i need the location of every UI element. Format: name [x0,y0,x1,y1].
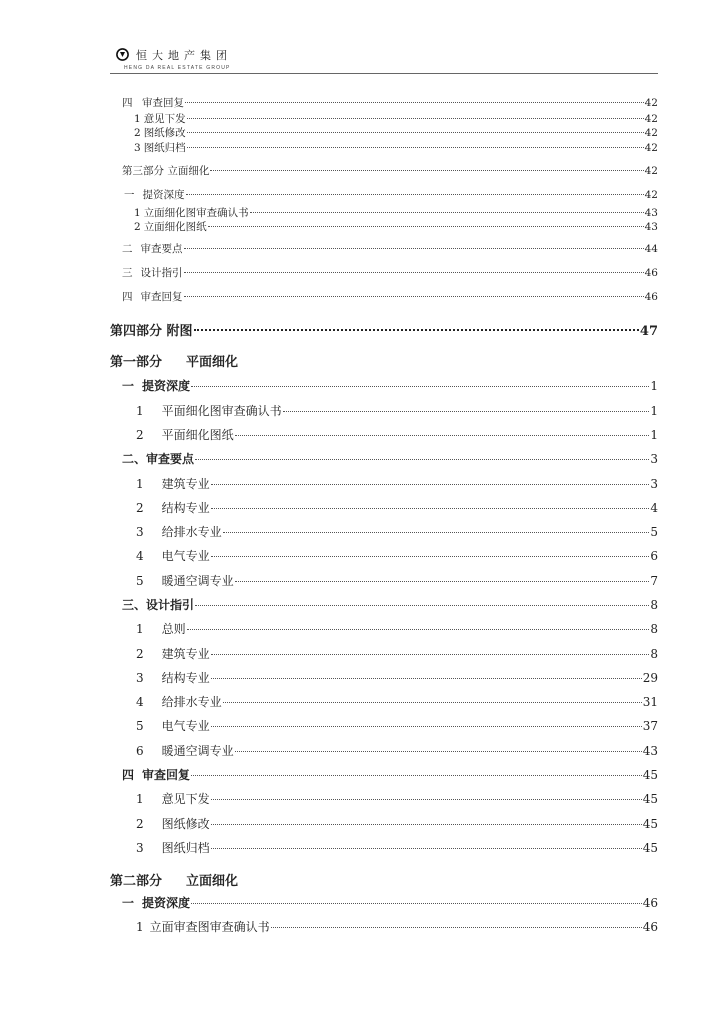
toc-entry[interactable] [110,669,658,686]
toc-entry-title: 给排水专业 [161,695,222,709]
toc-entry-page: 1 [650,404,658,418]
toc-leader [271,927,642,928]
toc-entry-number: 1 [136,792,144,806]
toc-entry[interactable] [110,450,658,467]
toc-entry-number: 二、 [122,452,147,466]
toc-entry-number: 5 [136,719,144,733]
toc-entry[interactable] [110,645,658,662]
part-heading [110,351,658,370]
toc-entry-page: 42 [644,165,658,177]
toc-leader [223,702,642,703]
toc-entry[interactable] [110,766,658,783]
toc-entry[interactable] [110,620,658,637]
toc-entry-page: 3 [650,477,658,491]
toc-entry-page: 42 [644,189,658,201]
company-name: 恒大地产集团 [136,49,232,62]
toc-entry-number: 四 [122,291,133,303]
company-name-english: HENG DA REAL ESTATE GROUP [124,65,231,71]
toc-entry-number: 三、 [122,598,147,612]
toc-leader [195,605,649,606]
toc-entry-title: 图纸修改 [161,817,210,831]
toc-entry-title: 建筑专业 [161,647,210,661]
toc-entry-number: 3 [134,142,141,154]
toc-leader [211,556,650,557]
toc-entry-number: 一 [122,896,135,910]
toc-entry[interactable] [110,426,658,443]
toc-entry-number: 2 [136,428,144,442]
toc-leader [235,751,642,752]
toc-leader [211,654,650,655]
toc-entry-number: 三 [122,267,133,279]
toc-leader [187,132,644,133]
toc-entry[interactable] [110,289,658,304]
toc-entry-page: 42 [644,127,658,139]
toc-entry-page: 3 [650,452,658,466]
toc-leader [187,118,644,119]
part-title: 第二部分 [110,874,163,889]
toc-entry-page: 8 [650,647,658,661]
toc-entry[interactable] [110,95,658,110]
toc-entry[interactable] [110,205,658,220]
toc-entry[interactable] [110,163,658,178]
toc-entry-title: 结构专业 [161,501,210,515]
toc-entry-title: 审查回复 [140,291,183,303]
toc-entry-title: 审查回复 [142,768,191,782]
toc-entry-page: 46 [642,896,658,910]
toc-entry-page: 8 [650,598,658,612]
toc-entry-title: 意见下发 [143,113,186,125]
toc-entry-title: 暖通空调专业 [161,574,234,588]
toc-entry-title: 图纸归档 [143,142,186,154]
toc-entry-title: 意见下发 [161,792,210,806]
toc-leader [191,775,642,776]
toc-entry-page: 46 [644,291,658,303]
toc-leader [184,272,644,273]
toc-entry-title: 立面细化图纸 [143,221,207,233]
toc-leader [195,459,649,460]
toc-part-title: 第四部分 附图 [110,324,193,339]
toc-entry-number: 1 [134,207,141,219]
part-subtitle: 立面细化 [186,874,239,889]
toc-entry-number: 5 [136,574,144,588]
toc-entry[interactable] [110,377,658,394]
toc-entry-title: 审查要点 [140,243,183,255]
part-subtitle: 平面细化 [186,355,239,370]
toc-entry[interactable] [110,475,658,492]
toc-entry-number: 1 [136,920,144,934]
toc-entry-title: 平面细化图纸 [161,428,234,442]
toc-leader [283,411,650,412]
toc-leader [184,296,644,297]
toc-leader [211,799,642,800]
toc-leader [211,824,642,825]
toc-entry-number: 1 [136,404,144,418]
toc-entry-page: 5 [650,525,658,539]
toc-entry[interactable] [110,693,658,710]
toc-entry-number: 一 [124,189,135,201]
toc-entry-number: 1 [136,477,144,491]
toc-entry-title: 提资深度 [142,189,185,201]
toc-leader [210,170,643,171]
toc-entry-title: 图纸修改 [143,127,186,139]
toc-entry-page: 43 [642,744,658,758]
toc-entry-number: 二 [122,243,133,255]
toc-entry-page: 46 [644,267,658,279]
toc-entry[interactable] [110,140,658,155]
toc-leader [187,629,650,630]
toc-entry[interactable] [110,523,658,540]
toc-entry-title: 设计指引 [140,267,183,279]
toc-leader [186,194,644,195]
part-title: 第一部分 [110,355,163,370]
toc-entry[interactable] [110,125,658,140]
toc-leader [211,726,642,727]
toc-entry-page: 47 [639,324,658,339]
toc-entry-title: 审查要点 [146,452,195,466]
toc-entry[interactable] [110,894,658,911]
toc-entry-title: 结构专业 [161,671,210,685]
toc-entry-number: 1 [134,113,141,125]
toc-entry[interactable] [110,572,658,589]
toc-leader [250,212,644,213]
toc-entry-title: 提资深度 [142,379,191,393]
toc-entry[interactable] [110,187,658,202]
toc-leader [211,484,650,485]
toc-entry-number: 2 [136,501,144,515]
toc-entry-page: 37 [642,719,658,733]
toc-leader [211,508,650,509]
toc-entry-page: 42 [644,97,658,109]
toc-entry-title: 提资深度 [142,896,191,910]
toc-entry-page: 1 [650,428,658,442]
toc-leader [185,102,644,103]
toc-entry-number: 6 [136,744,144,758]
toc-entry-number: 3 [136,841,144,855]
toc-leader [211,678,642,679]
toc-entry-page: 31 [642,695,658,709]
toc-entry-title: 建筑专业 [161,477,210,491]
toc-entry[interactable] [110,219,658,234]
toc-entry-page: 7 [650,574,658,588]
toc-entry-title: 电气专业 [161,549,210,563]
toc-leader [184,248,644,249]
toc-entry-page: 45 [642,841,658,855]
toc-leader [211,848,642,849]
toc-part-entry[interactable] [110,320,658,339]
toc-entry-number: 4 [136,549,144,563]
toc-entry-title: 给排水专业 [161,525,222,539]
toc-entry-page: 44 [644,243,658,255]
toc-entry-page: 1 [650,379,658,393]
toc-entry-page: 45 [642,792,658,806]
toc-entry-number: 2 [134,127,141,139]
toc-entry-title: 审查回复 [142,97,184,109]
toc-entry-title: 总则 [161,622,186,636]
toc-entry-number: 四 [122,97,133,109]
toc-entry-title: 图纸归档 [161,841,210,855]
toc-entry-title: 第三部分 立面细化 [122,165,210,177]
toc-entry-number: 四 [122,768,135,782]
toc-leader [191,903,642,904]
toc-entry[interactable] [110,742,658,759]
toc-entry[interactable] [110,790,658,807]
toc-entry[interactable] [110,815,658,832]
toc-entry-page: 43 [644,207,658,219]
toc-entry-number: 3 [136,671,144,685]
toc-leader [191,386,649,387]
toc-entry-page: 29 [642,671,658,685]
toc-entry-title: 设计指引 [146,598,195,612]
toc-entry-number: 一 [122,379,135,393]
toc-entry-number: 4 [136,695,144,709]
toc-leader [223,532,650,533]
toc-entry-title: 立面审查图审查确认书 [149,920,270,934]
toc-entry-page: 4 [650,501,658,515]
toc-entry[interactable] [110,265,658,280]
toc-entry-page: 45 [642,768,658,782]
toc-entry-title: 暖通空调专业 [161,744,234,758]
toc-entry-page: 42 [644,113,658,125]
toc-entry[interactable] [110,111,658,126]
toc-leader [187,147,644,148]
toc-entry[interactable] [110,839,658,856]
toc-entry-page: 8 [650,622,658,636]
part-heading [110,870,658,889]
toc-leader [235,435,650,436]
toc-entry[interactable] [110,499,658,516]
toc-entry[interactable] [110,717,658,734]
toc-leader [235,581,650,582]
toc-entry[interactable] [110,918,658,935]
toc-entry-page: 46 [642,920,658,934]
toc-entry[interactable] [110,596,658,613]
toc-leader [208,226,644,227]
toc-entry[interactable] [110,402,658,419]
toc-entry-page: 43 [644,221,658,233]
toc-entry-number: 3 [136,525,144,539]
toc-entry-title: 立面细化图审查确认书 [143,207,249,219]
toc-entry-title: 电气专业 [161,719,210,733]
toc-entry-number: 1 [136,622,144,636]
toc-entry-page: 6 [650,549,658,563]
toc-entry-page: 42 [644,142,658,154]
toc-entry-title: 平面细化图审查确认书 [161,404,282,418]
toc-entry[interactable] [110,241,658,256]
toc-leader [194,329,639,331]
toc-entry-number: 2 [134,221,141,233]
toc-entry[interactable] [110,547,658,564]
toc-entry-number: 2 [136,817,144,831]
toc-entry-number: 2 [136,647,144,661]
toc-entry-page: 45 [642,817,658,831]
